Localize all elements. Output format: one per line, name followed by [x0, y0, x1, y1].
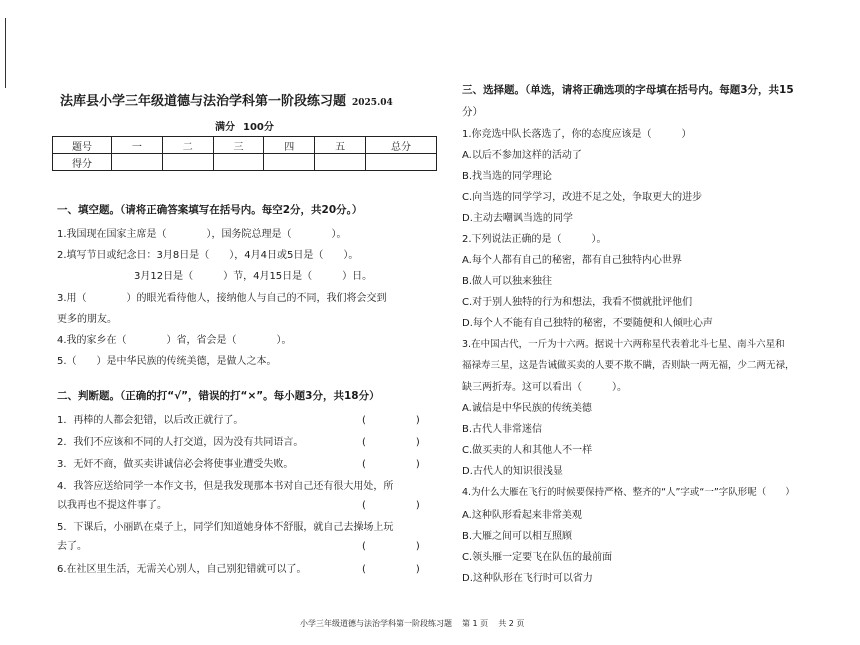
- header-cell: 二: [162, 137, 213, 154]
- answer-paren[interactable]: ( ): [362, 541, 420, 552]
- section3-title: 三、选择题。（单选，请将正确选项的字母填在括号内。每题3分，共15: [462, 84, 794, 96]
- question-line: 2．我们不应该和不同的人打交道，因为没有共同语言。: [57, 437, 304, 448]
- option-line: D.主动去嘲讽当选的同学: [462, 213, 573, 224]
- header-cell: 总分: [366, 137, 437, 154]
- page-title: [60, 90, 393, 109]
- section2-title: 二、判断题。（正确的打“√”，错误的打“×”。每小题3分，共18分）: [57, 390, 380, 402]
- header-cell: 五: [315, 137, 366, 154]
- page-number: 第 1 页: [462, 619, 489, 628]
- option-line: B.找当选的同学理论: [462, 171, 553, 182]
- full-score-value: 100分: [243, 122, 274, 133]
- question-line: 5.（ ）是中华民族的传统美德，是做人之本。: [57, 356, 277, 367]
- margin-line: [5, 18, 6, 88]
- option-line: C.领头雁一定要飞在队伍的最前面: [462, 552, 613, 563]
- question-line: 福禄寿三星，这是告诫做买卖的人要不欺不瞒，否则缺一两无福，少二两无禄，: [462, 360, 795, 371]
- answer-paren[interactable]: ( ): [362, 500, 420, 511]
- question-line: 缺三两折寿。这可以看出（ ）。: [462, 382, 627, 393]
- question-line: 4.为什么大雁在飞行的时候要保持严格、整齐的“人”字或“一”字队形呢（ ）: [462, 487, 795, 498]
- question-line: 5．下课后，小丽趴在桌子上，同学们知道她身体不舒服，就自己去操场上玩: [57, 522, 394, 533]
- question-line: 3.用（ ）的眼光看待他人，接纳他人与自己的不同，我们将会交到: [57, 293, 387, 304]
- question-line: 更多的朋友。: [57, 314, 117, 325]
- question-line: 3．无奸不商，做买卖讲诚信必会将使事业遭受失败。: [57, 459, 294, 470]
- option-line: D.古代人的知识很浅显: [462, 466, 563, 477]
- option-line: A.这种队形看起来非常美观: [462, 510, 582, 521]
- score-table: [52, 136, 437, 171]
- answer-paren[interactable]: ( ): [362, 459, 420, 470]
- option-line: B.古代人非常迷信: [462, 424, 543, 435]
- answer-paren[interactable]: ( ): [362, 564, 420, 575]
- score-cell[interactable]: [213, 154, 264, 171]
- question-line: 4.我的家乡在（ ）省，省会是（ ）。: [57, 335, 292, 346]
- option-line: D.每个人不能有自己独特的秘密，不要随便和人倾吐心声: [462, 318, 713, 329]
- question-line: 1．再棒的人都会犯错，以后改正就行了。: [57, 415, 244, 426]
- score-cell[interactable]: [264, 154, 315, 171]
- option-line: A.诚信是中华民族的传统美德: [462, 403, 592, 414]
- answer-paren[interactable]: ( ): [362, 415, 420, 426]
- section1-title: 一、填空题。（请将正确答案填写在括号内。每空2分，共20分。）: [57, 204, 363, 216]
- question-line: 2.填写节日或纪念日：3月8日是（ ），4月4日或5日是（ ）。: [57, 250, 359, 261]
- header-cell: 三: [213, 137, 264, 154]
- option-line: C.做买卖的人和其他人不一样: [462, 445, 593, 456]
- page-footer: [300, 618, 524, 629]
- page-total: 共 2 页: [498, 619, 525, 628]
- question-line: 以我再也不提这件事了。: [57, 500, 167, 511]
- header-cell: 一: [112, 137, 163, 154]
- header-cell: 四: [264, 137, 315, 154]
- score-cell[interactable]: [315, 154, 366, 171]
- question-line: 去了。: [57, 541, 87, 552]
- row-label: 得分: [53, 154, 112, 171]
- title-text: 法库县小学三年级道德与法治学科第一阶段练习题: [60, 94, 347, 109]
- question-line: 1.我国现在国家主席是（ ），国务院总理是（ ）。: [57, 229, 347, 240]
- option-line: B.做人可以独来独往: [462, 276, 553, 287]
- option-line: A.以后不参加这样的活动了: [462, 150, 582, 161]
- score-table-header: [53, 137, 437, 154]
- footer-text: 小学三年级道德与法治学科第一阶段练习题: [300, 619, 452, 628]
- section3-title-cont: 分）: [462, 106, 483, 118]
- score-cell[interactable]: [112, 154, 163, 171]
- question-line: 3月12日是（ ）节，4月15日是（ ）日。: [134, 271, 373, 282]
- score-cell[interactable]: [366, 154, 437, 171]
- question-line: 6.在社区里生活，无需关心别人，自己别犯错就可以了。: [57, 564, 307, 575]
- answer-paren[interactable]: ( ): [362, 437, 420, 448]
- full-score: [215, 118, 274, 133]
- option-line: C.向当选的同学学习，改进不足之处，争取更大的进步: [462, 192, 703, 203]
- exam-date: 2025.04: [352, 98, 393, 108]
- header-cell: 题号: [53, 137, 112, 154]
- question-line: 1.你竞选中队长落选了，你的态度应该是（ ）: [462, 129, 692, 140]
- question-line: 2.下列说法正确的是（ ）。: [462, 234, 607, 245]
- question-line: 4．我答应送给同学一本作文书，但是我发现那本书对自己还有很大用处，所: [57, 481, 394, 492]
- option-line: C.对于别人独特的行为和想法，我看不惯就批评他们: [462, 297, 693, 308]
- score-table-row: [53, 154, 437, 171]
- option-line: D.这种队形在飞行时可以省力: [462, 573, 593, 584]
- option-line: B.大雁之间可以相互照顾: [462, 531, 573, 542]
- question-line: 3.在中国古代，一斤为十六两。据说十六两称星代表着北斗七星、南斗六星和: [462, 339, 785, 350]
- score-cell[interactable]: [162, 154, 213, 171]
- option-line: A.每个人都有自己的秘密，都有自己独特内心世界: [462, 255, 682, 266]
- full-score-label: 满分: [215, 122, 235, 133]
